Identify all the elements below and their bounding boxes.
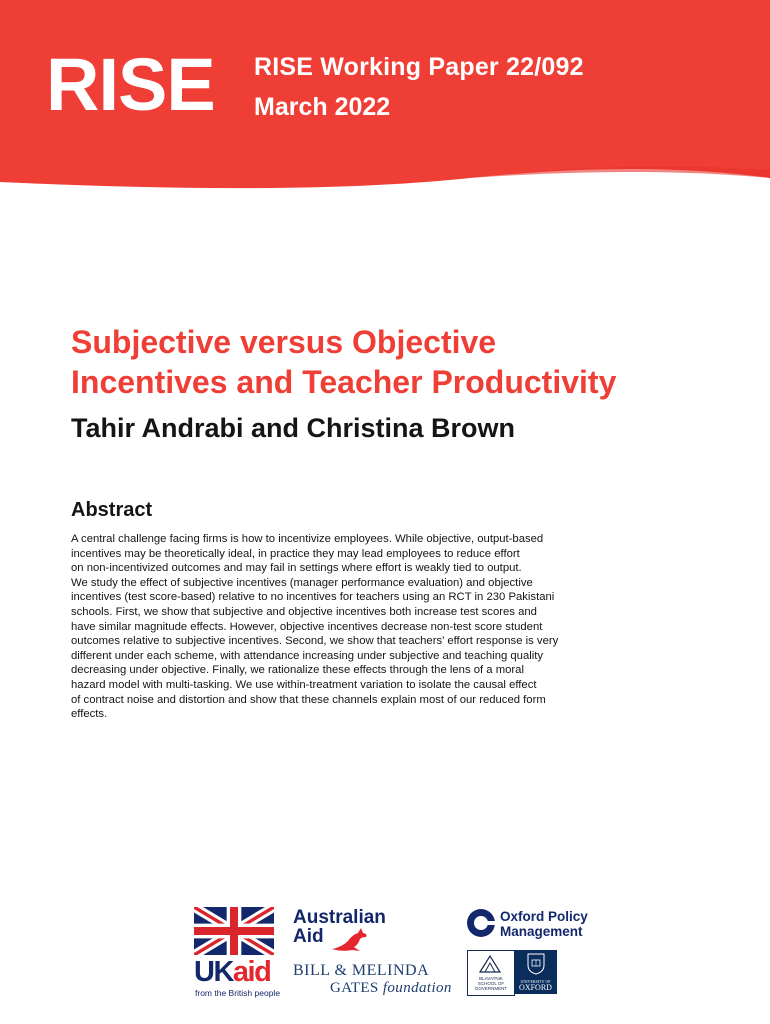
blavatnik-wordmark: BLAVATNIK SCHOOL OF GOVERNMENT: [474, 976, 508, 991]
abstract-line: incentives (test score-based) relative to no incentives for teachers using an RCT in 230 Pakistani: [71, 591, 555, 604]
abstract-line: effects.: [71, 708, 108, 721]
abstract-line: on non-incentivized outcomes and may fail in settings where effort is weakly tied to output.: [71, 562, 522, 575]
oxford-crest-icon: [527, 953, 545, 975]
gates-name: GATES: [330, 980, 379, 996]
gates-wordmark-line2: [330, 980, 452, 997]
cover-header: [0, 0, 770, 200]
paper-title-line: Incentives and Teacher Productivity: [71, 364, 617, 400]
blavatnik-emblem-icon: [478, 954, 502, 974]
ukaid-tagline: from the British people: [195, 988, 281, 998]
abstract-line: schools. First, we show that subjective and objective incentives both increase test scores and: [71, 605, 537, 618]
abstract-line: We study the effect of subjective incentives (manager performance evaluation) and objective: [71, 576, 533, 589]
gates-wordmark-line1: BILL & MELINDA: [293, 962, 430, 979]
abstract-heading: Abstract: [71, 499, 153, 521]
abstract-line: different under each scheme, with attendance increasing under subjective and teaching quality: [71, 649, 544, 662]
rise-logo: RISE: [46, 43, 215, 126]
opm-line: Management: [500, 924, 583, 939]
funder-logos: [0, 890, 770, 1010]
opm-line: Oxford Policy: [500, 909, 588, 924]
oxford-wordmark: [514, 979, 557, 992]
australian-aid-line: Australian: [293, 907, 386, 928]
paper-authors: Tahir Andrabi and Christina Brown: [71, 413, 516, 443]
union-jack-flag-icon: [194, 907, 274, 955]
gates-foundation-word: foundation: [382, 980, 452, 996]
abstract-line: outcomes relative to subjective incentives. Second, we show that teachers’ effort response is very: [71, 635, 559, 648]
kangaroo-icon: [330, 927, 370, 953]
oxford-line-big: OXFORD: [519, 983, 552, 992]
ukaid-aid: aid: [232, 956, 271, 988]
ukaid-wordmark: [194, 958, 270, 987]
paper-title: [71, 322, 711, 402]
abstract-line: of contract noise and distortion and show that these channels explain most of our reduced form: [71, 693, 546, 706]
abstract-line: A central challenge facing firms is how to incentivize employees. While objective, output-based: [71, 533, 544, 545]
abstract-line: decreasing under objective. Finally, we rationalize these effects through the lens of a moral: [71, 664, 524, 677]
australian-aid-line: Aid: [293, 926, 324, 947]
working-paper-number: RISE Working Paper 22/092: [254, 53, 584, 81]
oxford-line-small: UNIVERSITY OF: [520, 979, 551, 984]
opm-circle-icon: [466, 908, 496, 938]
publication-date: March 2022: [254, 93, 391, 121]
opm-wordmark: [500, 909, 588, 939]
abstract-line: hazard model with multi-tasking. We use within-treatment variation to isolate the causal effect: [71, 678, 537, 691]
abstract-line: have similar magnitude effects. However, objective incentives decrease non-test score student: [71, 620, 543, 633]
abstract-line: incentives may be theoretically ideal, in practice they may lead employees to reduce effort: [71, 547, 520, 560]
abstract-body: [71, 532, 631, 722]
paper-title-line: Subjective versus Objective: [71, 324, 497, 360]
ukaid-uk: UK: [194, 956, 233, 988]
